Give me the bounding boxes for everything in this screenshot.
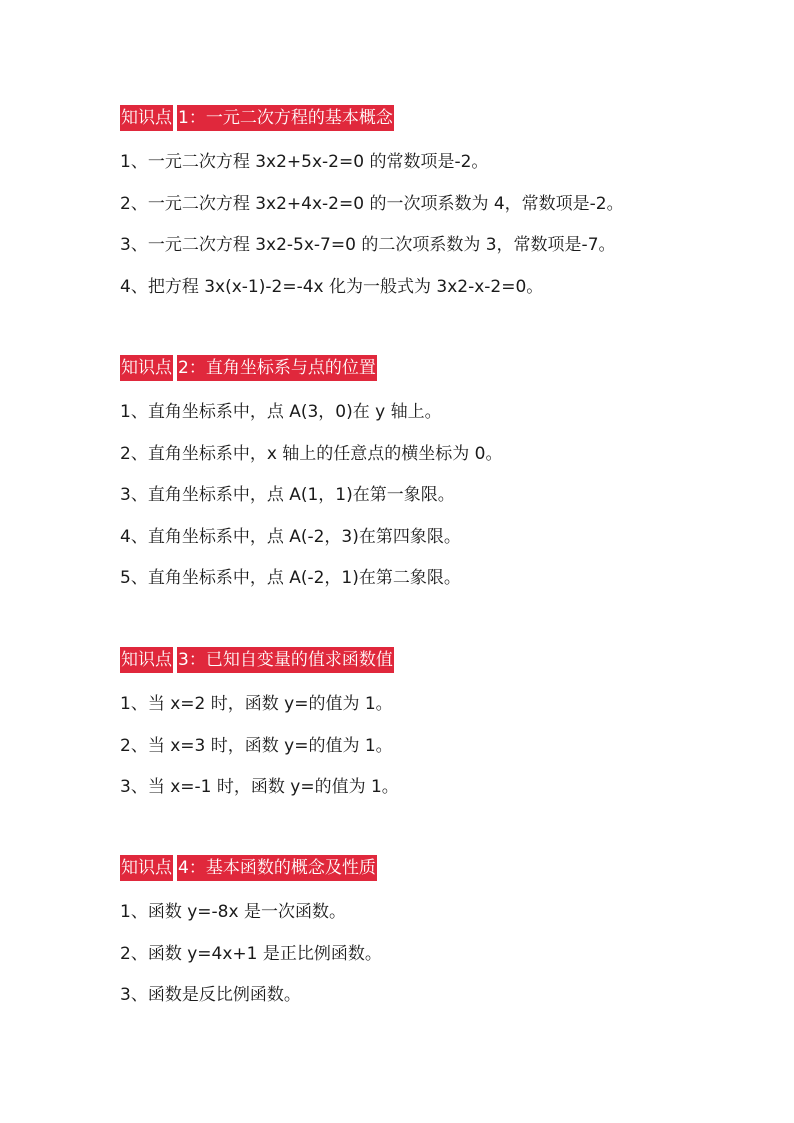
heading-title: ：直角坐标系与点的位置 (188, 358, 376, 378)
heading-number: 1 (178, 108, 189, 128)
heading-prefix: 知识点 (120, 355, 173, 381)
heading-title: ：一元二次方程的基本概念 (188, 108, 393, 128)
list-item: 5、直角坐标系中，点 A(-2，1)在第二象限。 (120, 568, 461, 588)
list-item: 1、函数 y=-8x 是一次函数。 (120, 902, 346, 922)
heading-number: 4 (178, 858, 189, 878)
list-item: 3、当 x=-1 时，函数 y=的值为 1。 (120, 777, 399, 797)
list-item: 2、当 x=3 时，函数 y=的值为 1。 (120, 735, 393, 756)
heading-number-and-title (177, 647, 394, 673)
knowledge-section-2 (120, 355, 720, 600)
heading-number: 3 (178, 650, 189, 670)
knowledge-section-1 (120, 105, 720, 308)
list-item: 4、直角坐标系中，点 A(-2，3)在第四象限。 (120, 526, 461, 547)
list-item: 4、把方程 3x(x-1)-2=-4x 化为一般式为 3x2-x-2=0。 (120, 276, 544, 297)
knowledge-section-4 (120, 855, 720, 1017)
heading-prefix: 知识点 (120, 105, 173, 131)
list-item: 2、一元二次方程 3x2+4x-2=0 的一次项系数为 4，常数项是-2。 (120, 193, 624, 214)
list-item: 2、直角坐标系中，x 轴上的任意点的横坐标为 0。 (120, 443, 503, 464)
list-item: 3、一元二次方程 3x2-5x-7=0 的二次项系数为 3，常数项是-7。 (120, 235, 616, 255)
section-heading (120, 355, 720, 381)
heading-prefix: 知识点 (120, 855, 173, 881)
list-item: 3、函数是反比例函数。 (120, 985, 301, 1005)
list-item: 1、一元二次方程 3x2+5x-2=0 的常数项是-2。 (120, 152, 489, 172)
heading-prefix: 知识点 (120, 647, 173, 673)
list-item: 1、当 x=2 时，函数 y=的值为 1。 (120, 694, 393, 714)
list-item: 2、函数 y=4x+1 是正比例函数。 (120, 943, 382, 964)
heading-title: ：基本函数的概念及性质 (188, 858, 376, 878)
heading-number-and-title (177, 355, 377, 381)
heading-number-and-title (177, 105, 394, 131)
heading-number: 2 (178, 358, 189, 378)
section-heading (120, 855, 720, 881)
list-item: 1、直角坐标系中，点 A(3，0)在 y 轴上。 (120, 402, 442, 422)
heading-title: ：已知自变量的值求函数值 (188, 650, 393, 670)
heading-number-and-title (177, 855, 377, 881)
section-heading (120, 647, 720, 673)
section-heading (120, 105, 720, 131)
knowledge-section-3 (120, 647, 720, 809)
list-item: 3、直角坐标系中，点 A(1，1)在第一象限。 (120, 485, 455, 505)
